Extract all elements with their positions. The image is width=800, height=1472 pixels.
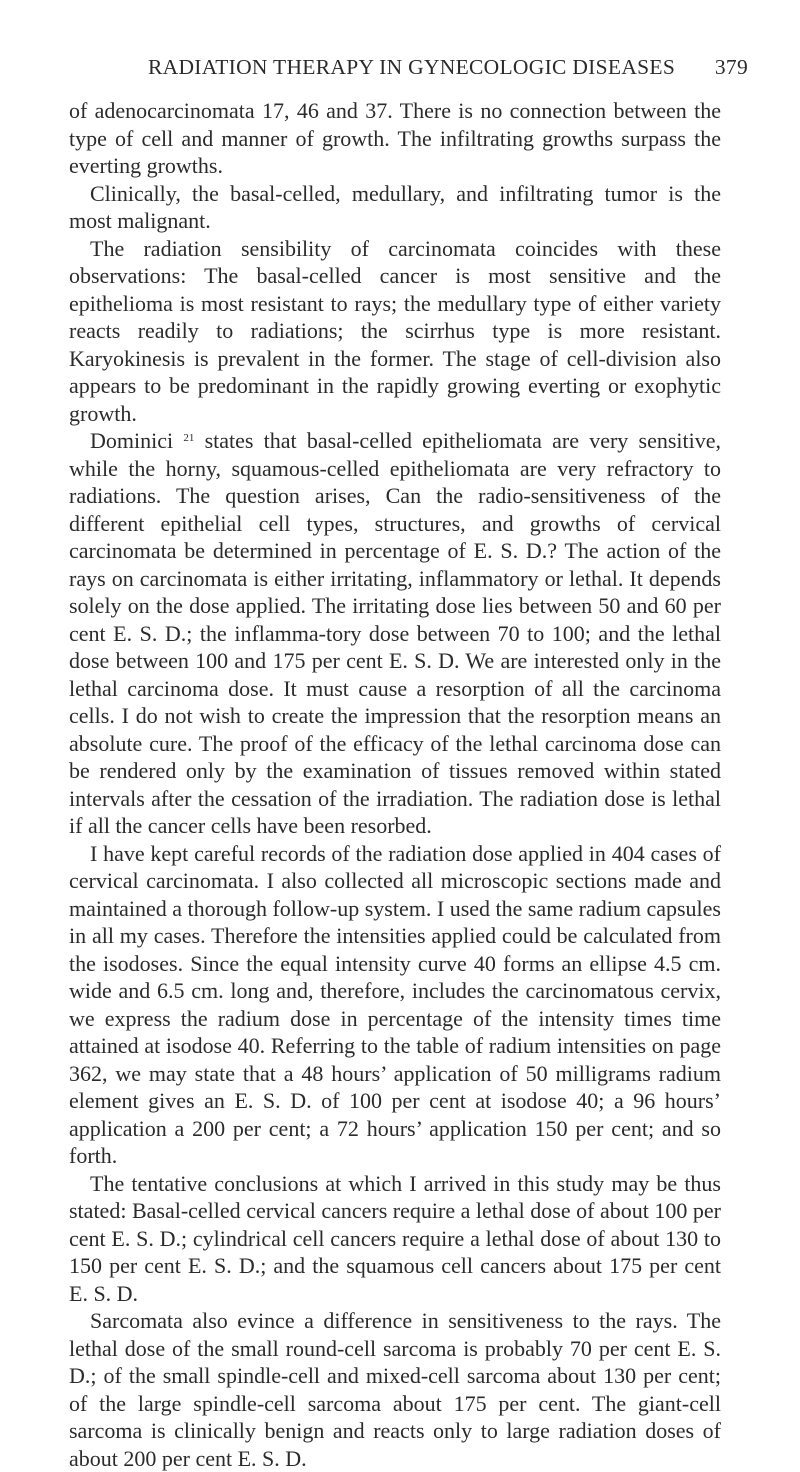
running-header (148, 52, 748, 82)
paragraph: Sarcomata also evince a difference in sensitiveness to the rays. The lethal dose of the small round-cell sarcoma is probably 70 per cent E. S. D.; of the small spindle-cell and mixed-cell sarcoma about 130 per cent; of the large spindle-cell sarcoma about 175 per cent. The giant-cell sarcoma is clinically benign and reacts only to large radiation doses of about 200 per cent E. S. D. (69, 1308, 721, 1471)
body-text (69, 97, 721, 1472)
paragraph: Clinically, the basal-celled, medullary, and infiltrating tumor is the most malignant. (69, 180, 721, 233)
paragraph (69, 427, 721, 840)
running-title: RADIATION THERAPY IN GYNECOLOGIC DISEASES (148, 55, 676, 79)
paragraph-text: states that basal-celled epitheliomata are very sensitive, while the horny, squamous-celled epitheliomata are very refractory to radiations. The question arises, Can the radio-sensitiveness of the different epithelial cell types, structures, and growths of cervical carcinomata be determined in percentage of E. S. D.? The action of the rays on carcinomata is either irritating, inflammatory or lethal. It depends solely on the dose applied. The irritating dose lies between 50 and 60 per cent E. S. D.; the inflamma-tory dose between 70 to 100; and the lethal dose between 100 and 175 per cent E. S. D. We are interested only in the lethal carcinoma dose. It must cause a resorption of all the carcinoma cells. I do not wish to create the impression that the resorption means an absolute cure. The proof of the efficacy of the lethal carcinoma dose can be rendered only by the examination of tissues removed within stated intervals after the cessation of the irradiation. The radiation dose is lethal if all the cancer cells have been resorbed. (69, 428, 722, 838)
page-number: 379 (714, 55, 748, 79)
paragraph: The radiation sensibility of carcinomata coincides with these observations: The basal-celled cancer is most sensitive and the epithelioma is most resistant to rays; the medullary type of either variety reacts readily to radiations; the scirrhus type is more resistant. Karyokinesis is prevalent in the former. The stage of cell-division also appears to be predominant in the rapidly growing everting or exophytic growth. (69, 235, 721, 426)
paragraph: The tentative conclusions at which I arrived in this study may be thus stated: Basal-celled cervical cancers require a lethal dose of about 100 per cent E. S. D.; cylindrical cell cancers require a lethal dose of about 130 to 150 per cent E. S. D.; and the squamous cell cancers about 175 per cent E. S. D. (69, 1170, 721, 1306)
paragraph: I have kept careful records of the radiation dose applied in 404 cases of cervical carcinomata. I also collected all microscopic sections made and maintained a thorough follow-up system. I used the same radium capsules in all my cases. Therefore the intensities applied could be calculated from the isodoses. Since the equal intensity curve 40 forms an ellipse 4.5 cm. wide and 6.5 cm. long and, therefore, includes the carcinomatous cervix, we express the radium dose in percentage of the intensity times time attained at isodose 40. Referring to the table of radium intensities on page 362, we may state that a 48 hours’ application of 50 milligrams radium element gives an E. S. D. of 100 per cent at isodose 40; a 96 hours’ application a 200 per cent; a 72 hours’ application 150 per cent; and so forth. (69, 840, 721, 1168)
author-name: Dominici (90, 428, 174, 453)
paragraph: of adenocarcinomata 17, 46 and 37. There is no connection between the type of cell and manner of growth. The infiltrating growths surpass the everting growths. (69, 98, 721, 178)
footnote-reference: 21 (183, 432, 195, 444)
